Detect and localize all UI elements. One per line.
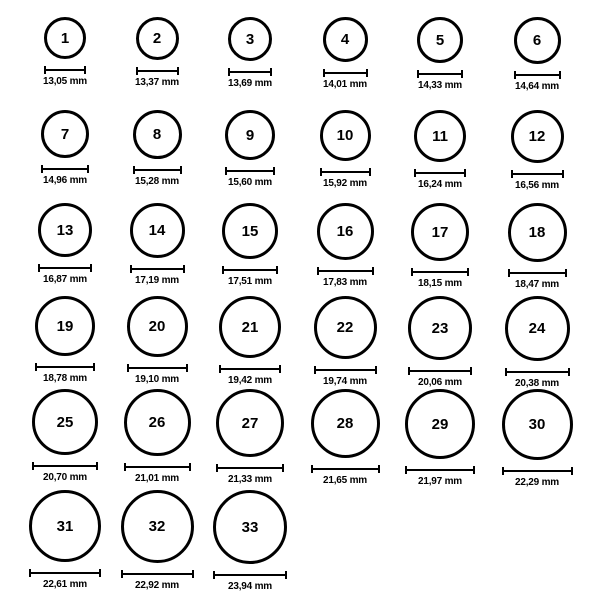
diameter-measure-bar	[408, 367, 472, 374]
measure-line	[408, 370, 472, 372]
measure-cap-left	[130, 265, 132, 273]
measure-cap-right	[467, 268, 469, 276]
measure-cap-right	[183, 265, 185, 273]
ring-size-cell	[297, 17, 393, 90]
measure-line	[32, 465, 98, 467]
measure-line	[130, 268, 185, 270]
measure-line	[133, 169, 182, 171]
measure-cap-right	[84, 66, 86, 74]
measure-cap-left	[133, 166, 135, 174]
measure-cap-left	[505, 368, 507, 376]
ring-size-cell	[17, 490, 113, 590]
ring-circle	[323, 17, 368, 62]
measure-line	[317, 270, 374, 272]
measure-cap-left	[213, 571, 215, 579]
ring-size-cell	[202, 296, 298, 386]
measure-cap-left	[124, 463, 126, 471]
diameter-label: 14,64 mm	[515, 81, 559, 92]
diameter-label: 15,60 mm	[228, 177, 272, 188]
measure-line	[127, 367, 188, 369]
measure-line	[38, 267, 92, 269]
ring-size-cell	[489, 389, 585, 488]
ring-size-cell	[109, 203, 205, 286]
measure-cap-left	[514, 71, 516, 79]
measure-cap-right	[273, 167, 275, 175]
diameter-measure-bar	[44, 66, 86, 73]
measure-cap-left	[222, 266, 224, 274]
ring-circle	[502, 389, 573, 460]
measure-line	[29, 572, 101, 574]
measure-cap-right	[87, 165, 89, 173]
ring-size-number: 25	[56, 413, 74, 431]
measure-cap-right	[375, 366, 377, 374]
ring-size-cell	[489, 17, 585, 92]
diameter-label: 13,69 mm	[228, 78, 272, 89]
diameter-label: 14,96 mm	[43, 175, 87, 186]
diameter-label: 13,37 mm	[135, 77, 179, 88]
ring-circle	[38, 203, 92, 257]
ring-size-cell	[17, 17, 113, 87]
diameter-measure-bar	[133, 166, 182, 173]
measure-line	[213, 574, 287, 576]
diameter-measure-bar	[124, 463, 191, 470]
measure-cap-left	[508, 269, 510, 277]
measure-cap-right	[473, 466, 475, 474]
measure-line	[314, 369, 377, 371]
measure-line	[508, 272, 567, 274]
ring-circle	[508, 203, 567, 262]
diameter-measure-bar	[514, 71, 561, 78]
ring-circle	[317, 203, 374, 260]
measure-line	[323, 72, 368, 74]
ring-size-cell	[109, 490, 205, 591]
measure-cap-right	[378, 465, 380, 473]
measure-line	[136, 70, 179, 72]
diameter-label: 22,29 mm	[515, 477, 559, 488]
measure-cap-left	[127, 364, 129, 372]
diameter-label: 16,87 mm	[43, 274, 87, 285]
ring-circle	[41, 110, 89, 158]
measure-cap-right	[568, 368, 570, 376]
measure-line	[417, 73, 463, 75]
ring-circle	[216, 389, 284, 457]
diameter-measure-bar	[121, 570, 194, 577]
ring-size-number: 10	[336, 127, 354, 144]
ring-size-number: 26	[148, 414, 166, 431]
ring-size-number: 8	[152, 126, 162, 143]
ring-circle	[225, 110, 275, 160]
measure-cap-right	[559, 71, 561, 79]
measure-cap-right	[470, 367, 472, 375]
diameter-measure-bar	[405, 466, 475, 473]
measure-cap-left	[219, 365, 221, 373]
ring-size-number: 21	[241, 318, 259, 336]
diameter-label: 22,92 mm	[135, 580, 179, 591]
ring-circle	[414, 110, 466, 162]
measure-line	[414, 172, 466, 174]
ring-circle	[514, 17, 561, 64]
ring-circle	[417, 17, 463, 63]
measure-cap-left	[32, 462, 34, 470]
measure-cap-left	[225, 167, 227, 175]
diameter-label: 20,06 mm	[418, 377, 462, 388]
ring-circle	[121, 490, 194, 563]
ring-size-number: 19	[56, 317, 74, 335]
diameter-label: 23,94 mm	[228, 581, 272, 592]
diameter-label: 21,97 mm	[418, 476, 462, 487]
diameter-measure-bar	[320, 168, 371, 175]
measure-cap-right	[372, 267, 374, 275]
measure-cap-right	[270, 68, 272, 76]
diameter-measure-bar	[323, 69, 368, 76]
measure-line	[41, 168, 89, 170]
ring-size-number: 17	[431, 223, 449, 241]
ring-size-cell	[202, 203, 298, 287]
measure-cap-right	[189, 463, 191, 471]
measure-line	[514, 74, 561, 76]
ring-circle	[311, 389, 380, 458]
ring-size-cell	[17, 296, 113, 384]
measure-cap-right	[276, 266, 278, 274]
ring-circle	[228, 17, 272, 61]
ring-size-number: 9	[245, 126, 255, 144]
measure-line	[121, 573, 194, 575]
measure-cap-left	[323, 69, 325, 77]
measure-cap-left	[44, 66, 46, 74]
ring-circle	[124, 389, 191, 456]
measure-line	[124, 466, 191, 468]
ring-size-cell	[297, 203, 393, 288]
ring-size-number: 6	[532, 32, 542, 49]
measure-line	[225, 170, 275, 172]
measure-cap-left	[320, 168, 322, 176]
diameter-measure-bar	[411, 268, 469, 275]
measure-cap-right	[192, 570, 194, 578]
measure-line	[411, 271, 469, 273]
ring-size-cell	[109, 110, 205, 187]
ring-size-number: 14	[148, 222, 166, 239]
ring-size-cell	[297, 389, 393, 486]
diameter-label: 19,74 mm	[323, 376, 367, 387]
measure-cap-right	[464, 169, 466, 177]
measure-cap-right	[571, 467, 573, 475]
diameter-label: 22,61 mm	[43, 579, 87, 590]
measure-cap-right	[177, 67, 179, 75]
ring-size-number: 15	[241, 222, 259, 240]
measure-cap-right	[93, 363, 95, 371]
measure-cap-left	[311, 465, 313, 473]
measure-line	[228, 71, 272, 73]
diameter-measure-bar	[228, 68, 272, 75]
measure-cap-left	[408, 367, 410, 375]
ring-circle	[511, 110, 564, 163]
ring-circle	[411, 203, 469, 261]
ring-size-cell	[489, 203, 585, 290]
diameter-label: 17,51 mm	[228, 276, 272, 287]
measure-cap-right	[96, 462, 98, 470]
ring-circle	[405, 389, 475, 459]
ring-size-cell	[392, 203, 488, 289]
diameter-label: 21,65 mm	[323, 475, 367, 486]
ring-circle	[505, 296, 570, 361]
ring-circle	[320, 110, 371, 161]
ring-size-cell	[297, 296, 393, 387]
ring-size-number: 2	[152, 30, 162, 47]
measure-cap-left	[502, 467, 504, 475]
ring-size-number: 18	[528, 224, 546, 241]
measure-line	[35, 366, 95, 368]
diameter-measure-bar	[511, 170, 564, 177]
diameter-label: 14,33 mm	[418, 80, 462, 91]
diameter-measure-bar	[225, 167, 275, 174]
measure-line	[405, 469, 475, 471]
ring-size-number: 29	[431, 415, 449, 433]
ring-circle	[130, 203, 185, 258]
diameter-label: 16,24 mm	[418, 179, 462, 190]
ring-circle	[314, 296, 377, 359]
measure-cap-left	[29, 569, 31, 577]
diameter-measure-bar	[29, 569, 101, 576]
diameter-measure-bar	[127, 364, 188, 371]
diameter-label: 17,83 mm	[323, 277, 367, 288]
diameter-label: 18,78 mm	[43, 373, 87, 384]
diameter-measure-bar	[222, 266, 278, 273]
ring-circle	[408, 296, 472, 360]
diameter-measure-bar	[505, 368, 570, 375]
measure-cap-left	[38, 264, 40, 272]
measure-line	[320, 171, 371, 173]
diameter-label: 15,28 mm	[135, 176, 179, 187]
diameter-label: 16,56 mm	[515, 180, 559, 191]
ring-size-number: 11	[432, 127, 448, 145]
diameter-label: 21,01 mm	[135, 473, 179, 484]
ring-size-cell	[202, 389, 298, 485]
ring-circle	[32, 389, 98, 455]
ring-size-cell	[17, 110, 113, 186]
measure-cap-right	[180, 166, 182, 174]
measure-line	[219, 368, 281, 370]
measure-cap-right	[562, 170, 564, 178]
ring-circle	[219, 296, 281, 358]
ring-circle	[133, 110, 182, 159]
ring-size-cell	[17, 203, 113, 285]
ring-size-number: 31	[56, 517, 74, 535]
ring-size-cell	[202, 17, 298, 89]
diameter-measure-bar	[219, 365, 281, 372]
measure-cap-right	[285, 571, 287, 579]
ring-circle	[222, 203, 278, 259]
ring-size-number: 12	[528, 128, 546, 145]
measure-cap-left	[228, 68, 230, 76]
diameter-label: 15,92 mm	[323, 178, 367, 189]
diameter-measure-bar	[35, 363, 95, 370]
ring-size-cell	[17, 389, 113, 483]
diameter-label: 13,05 mm	[43, 76, 87, 87]
measure-cap-right	[461, 70, 463, 78]
ring-size-number: 28	[336, 415, 354, 432]
ring-size-cell	[202, 110, 298, 188]
measure-cap-right	[366, 69, 368, 77]
ring-circle	[35, 296, 95, 356]
measure-cap-left	[417, 70, 419, 78]
ring-size-cell	[489, 296, 585, 389]
diameter-measure-bar	[502, 467, 573, 474]
measure-cap-left	[314, 366, 316, 374]
measure-cap-right	[369, 168, 371, 176]
ring-size-number: 3	[245, 30, 255, 48]
ring-size-number: 4	[340, 31, 350, 48]
diameter-measure-bar	[41, 165, 89, 172]
measure-cap-left	[414, 169, 416, 177]
ring-size-number: 5	[435, 31, 445, 49]
measure-cap-right	[282, 464, 284, 472]
ring-size-number: 7	[60, 125, 70, 143]
measure-cap-left	[405, 466, 407, 474]
diameter-label: 14,01 mm	[323, 79, 367, 90]
ring-size-cell	[392, 110, 488, 190]
measure-cap-right	[90, 264, 92, 272]
measure-cap-left	[41, 165, 43, 173]
measure-cap-left	[121, 570, 123, 578]
measure-cap-left	[317, 267, 319, 275]
ring-size-cell	[109, 17, 205, 88]
measure-line	[511, 173, 564, 175]
diameter-measure-bar	[38, 264, 92, 271]
ring-size-number: 20	[148, 318, 166, 335]
measure-cap-left	[136, 67, 138, 75]
diameter-measure-bar	[216, 464, 284, 471]
ring-size-number: 13	[56, 221, 74, 239]
ring-size-number: 30	[528, 416, 546, 433]
ring-size-cell	[392, 296, 488, 388]
measure-cap-right	[279, 365, 281, 373]
diameter-measure-bar	[130, 265, 185, 272]
diameter-measure-bar	[414, 169, 466, 176]
measure-line	[505, 371, 570, 373]
diameter-measure-bar	[508, 269, 567, 276]
diameter-label: 19,10 mm	[135, 374, 179, 385]
measure-cap-left	[216, 464, 218, 472]
ring-circle	[136, 17, 179, 60]
diameter-measure-bar	[32, 462, 98, 469]
ring-size-cell	[297, 110, 393, 189]
diameter-label: 20,70 mm	[43, 472, 87, 483]
diameter-label: 18,15 mm	[418, 278, 462, 289]
ring-size-number: 1	[60, 29, 70, 47]
ring-size-cell	[489, 110, 585, 191]
measure-cap-right	[186, 364, 188, 372]
ring-size-number: 23	[431, 319, 449, 337]
measure-line	[216, 467, 284, 469]
ring-circle	[29, 490, 101, 562]
ring-size-number: 24	[528, 320, 546, 337]
measure-line	[222, 269, 278, 271]
ring-size-number: 27	[241, 414, 259, 432]
diameter-measure-bar	[311, 465, 380, 472]
ring-circle	[44, 17, 86, 59]
ring-circle	[213, 490, 287, 564]
ring-size-cell	[392, 389, 488, 487]
ring-size-number: 33	[241, 518, 259, 536]
diameter-label: 21,33 mm	[228, 474, 272, 485]
measure-line	[44, 69, 86, 71]
ring-size-number: 32	[148, 518, 166, 535]
ring-size-cell	[202, 490, 298, 592]
diameter-label: 19,42 mm	[228, 375, 272, 386]
measure-line	[311, 468, 380, 470]
ring-size-cell	[109, 389, 205, 484]
diameter-label: 18,47 mm	[515, 279, 559, 290]
ring-size-number: 16	[336, 223, 354, 240]
diameter-label: 20,38 mm	[515, 378, 559, 389]
measure-cap-right	[99, 569, 101, 577]
diameter-measure-bar	[136, 67, 179, 74]
diameter-measure-bar	[417, 70, 463, 77]
ring-size-number: 22	[336, 319, 354, 336]
measure-line	[502, 470, 573, 472]
measure-cap-left	[411, 268, 413, 276]
measure-cap-right	[565, 269, 567, 277]
ring-size-cell	[392, 17, 488, 91]
diameter-label: 17,19 mm	[135, 275, 179, 286]
ring-circle	[127, 296, 188, 357]
ring-size-cell	[109, 296, 205, 385]
diameter-measure-bar	[314, 366, 377, 373]
measure-cap-left	[35, 363, 37, 371]
measure-cap-left	[511, 170, 513, 178]
diameter-measure-bar	[317, 267, 374, 274]
diameter-measure-bar	[213, 571, 287, 578]
